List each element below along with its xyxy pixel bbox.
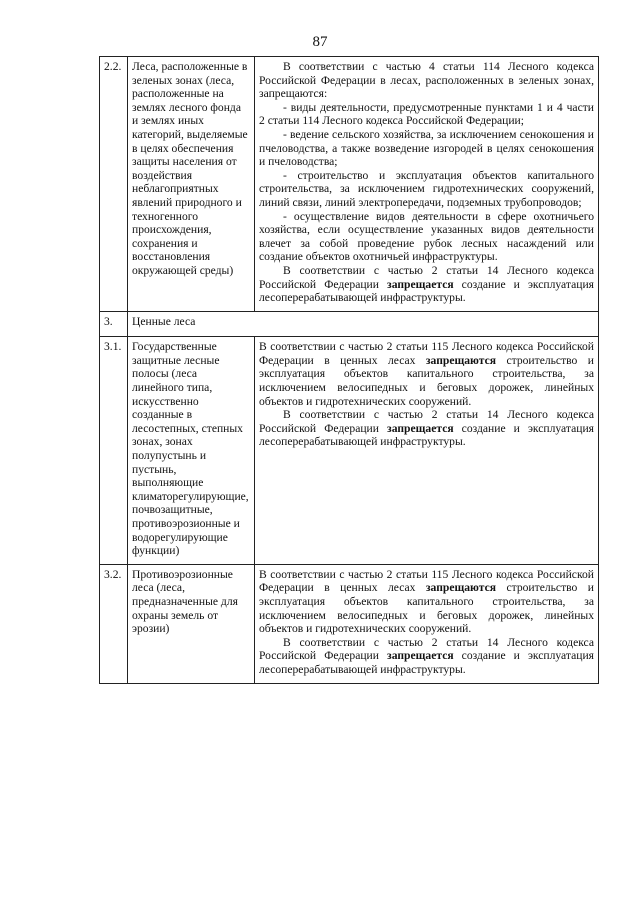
row-number: 3.2. [100,564,128,683]
text-run: В соответствии с частью 2 статьи 14 Лесного кодекса Российской Федерации [259,635,594,663]
regulation-paragraph [259,408,594,449]
text-run: создание и эксплуатация лесоперерабатывающей инфраструктуры. [259,421,594,449]
row-number: 2.2. [100,57,128,312]
text-run: В соответствии с частью 2 статьи 115 Лесного кодекса Российской Федерации в ценных лесах [259,340,594,367]
prohibition-keyword: запрещается [387,649,454,663]
row-number: 3.1. [100,337,128,565]
regulation-paragraph: - строительство и эксплуатация объектов капитального строительства, за исключением гидротехнических сооружений, линий связи, линий электропередачи, подземных трубопроводов; [259,168,594,209]
prohibition-keyword: запрещается [387,421,454,435]
regulation-paragraph [259,264,594,305]
prohibition-keyword: запрещаются [425,353,497,367]
text-run: строительство и эксплуатация объектов капитального строительства, за исключением велосипедных и беговых дорожек, линейных объектов и гидротехнических сооружений. [259,581,594,636]
regulation-text [255,337,599,565]
text-run: строительство и эксплуатация объектов капитального строительства, за исключением велосипедных и беговых дорожек, линейных объектов и гидротехнических сооружений. [259,353,594,408]
regulation-paragraph [259,636,594,677]
prohibition-keyword: запрещаются [425,581,497,595]
forest-category-name: Противоэрозионные леса (леса, предназначенные для охраны земель от эрозии) [128,564,255,683]
text-run: создание и эксплуатация лесоперерабатывающей инфраструктуры. [259,277,594,305]
regulation-paragraph: - ведение сельского хозяйства, за исключением сенокошения и пчеловодства, а также возведение изгородей в целях сенокошения и пчеловодства; [259,127,594,169]
regulation-paragraph [259,568,594,636]
regulation-text [255,564,599,683]
table-row-2-2 [100,57,599,312]
forest-category-name: Леса, расположенные в зеленых зонах (леса, расположенные на землях лесного фонда и землях иных категорий, выделяемые в целях обеспечения защиты населения от воздействия неблагоприятных явлений природного и техногенного происхождения, сохранения и восстановления окружающей среды) [128,57,255,312]
table-row-3 [100,311,599,337]
text-run: создание и эксплуатация лесоперерабатывающей инфраструктуры. [259,649,594,676]
section-title: Ценные леса [128,311,599,337]
text-run: В соответствии с частью 2 статьи 14 Лесного кодекса Российской Федерации [259,263,594,291]
regulation-paragraph: В соответствии с частью 4 статьи 114 Лесного кодекса Российской Федерации в лесах, расположенных в зеленых зонах, запрещаются: [259,60,594,101]
forest-regulations-table [99,56,599,684]
regulation-paragraph: - виды деятельности, предусмотренные пунктами 1 и 4 части 2 статьи 114 Лесного кодекса Российской Федерации; [259,100,594,128]
forest-category-name: Государственные защитные лесные полосы (леса линейного типа, искусственно созданные в лесостепных, степных зонах, зонах полупустынь и пустынь, выполняющие климаторегулирующие, почвозащитные, противоэрозионные и водорегулирующие функции) [128,337,255,565]
regulation-paragraph [259,340,594,408]
table-row-3-2 [100,564,599,683]
regulation-text [255,57,599,312]
text-run: В соответствии с частью 2 статьи 14 Лесного кодекса Российской Федерации [259,408,594,435]
regulation-paragraph: - осуществление видов деятельности в сфере охотничьего хозяйства, если осуществление указанных видов деятельности влечет за собой проведение рубок лесных насаждений или создание объектов охотничьей инфраструктуры. [259,209,594,264]
text-run: В соответствии с частью 2 статьи 115 Лесного кодекса Российской Федерации в ценных лесах [259,567,594,595]
prohibition-keyword: запрещается [387,277,454,291]
page-number: 87 [312,34,328,50]
row-number: 3. [100,311,128,337]
table-row-3-1 [100,337,599,565]
